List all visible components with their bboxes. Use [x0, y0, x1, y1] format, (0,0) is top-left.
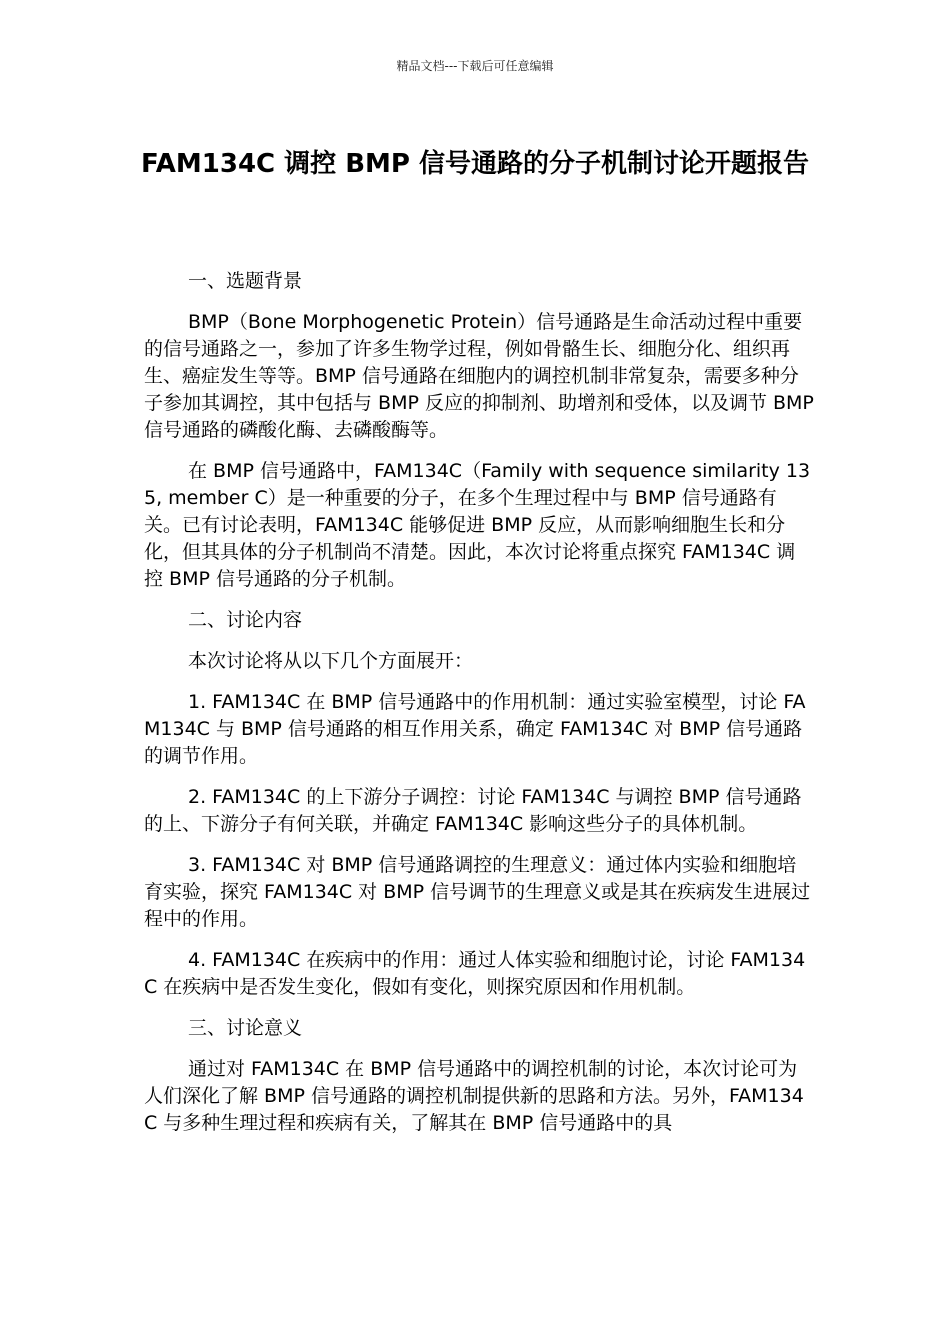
paragraph-fam134c-intro: 在 BMP 信号通路中，FAM134C（Family with sequence similarity 135, member C）是一种重要的分子，在多个生理过程中与 BMP 信号通路有关。已有讨论表明，FAM134C 能够促进 BMP 反应，从而影响细胞生长和分化，但其具体的分子机制尚不清楚。因此，本次讨论将重点探究 FAM134C 调控 BMP 信号通路的分子机制。 — [144, 460, 811, 590]
section-heading-background: 一、选题背景 — [188, 270, 303, 292]
list-item-1: 1. FAM134C 在 BMP 信号通路中的作用机制：通过实验室模型，讨论 FAM134C 与 BMP 信号通路的相互作用关系，确定 FAM134C 对 BMP 信号通路的调节作用。 — [144, 691, 806, 767]
paragraph-significance: 通过对 FAM134C 在 BMP 信号通路中的调控机制的讨论，本次讨论可为人们深化了解 BMP 信号通路的调控机制提供新的思路和方法。另外，FAM134C 与多种生理过程和疾病有关，了解其在 BMP 信号通路中的具 — [144, 1058, 804, 1134]
list-item-4: 4. FAM134C 在疾病中的作用：通过人体实验和细胞讨论，讨论 FAM134C 在疾病中是否发生变化，假如有变化，则探究原因和作用机制。 — [144, 949, 806, 998]
header-note: 精品文档---下载后可任意编辑 — [396, 59, 554, 73]
document-title: FAM134C 调控 BMP 信号通路的分子机制讨论开题报告 — [140, 149, 810, 179]
document-body — [144, 268, 814, 1151]
paragraph-bmp-intro: BMP（Bone Morphogenetic Protein）信号通路是生命活动过程中重要的信号通路之一，参加了许多生物学过程，例如骨骼生长、细胞分化、组织再生、癌症发生等等。BMP 信号通路在细胞内的调控机制非常复杂，需要多种分子参加其调控，其中包括与 BMP 反应的抑制剂、助增剂和受体，以及调节 BMP 信号通路的磷酸化酶、去磷酸酶等。 — [144, 311, 814, 441]
paragraph-content-intro: 本次讨论将从以下几个方面展开： — [188, 650, 474, 672]
section-heading-content: 二、讨论内容 — [188, 609, 303, 631]
section-heading-significance: 三、讨论意义 — [188, 1017, 303, 1039]
list-item-2: 2. FAM134C 的上下游分子调控：讨论 FAM134C 与调控 BMP 信号通路的上、下游分子有何关联，并确定 FAM134C 影响这些分子的具体机制。 — [144, 786, 802, 835]
list-item-3: 3. FAM134C 对 BMP 信号通路调控的生理意义：通过体内实验和细胞培育实验，探究 FAM134C 对 BMP 信号调节的生理意义或是其在疾病发生进展过程中的作用。 — [144, 854, 811, 930]
